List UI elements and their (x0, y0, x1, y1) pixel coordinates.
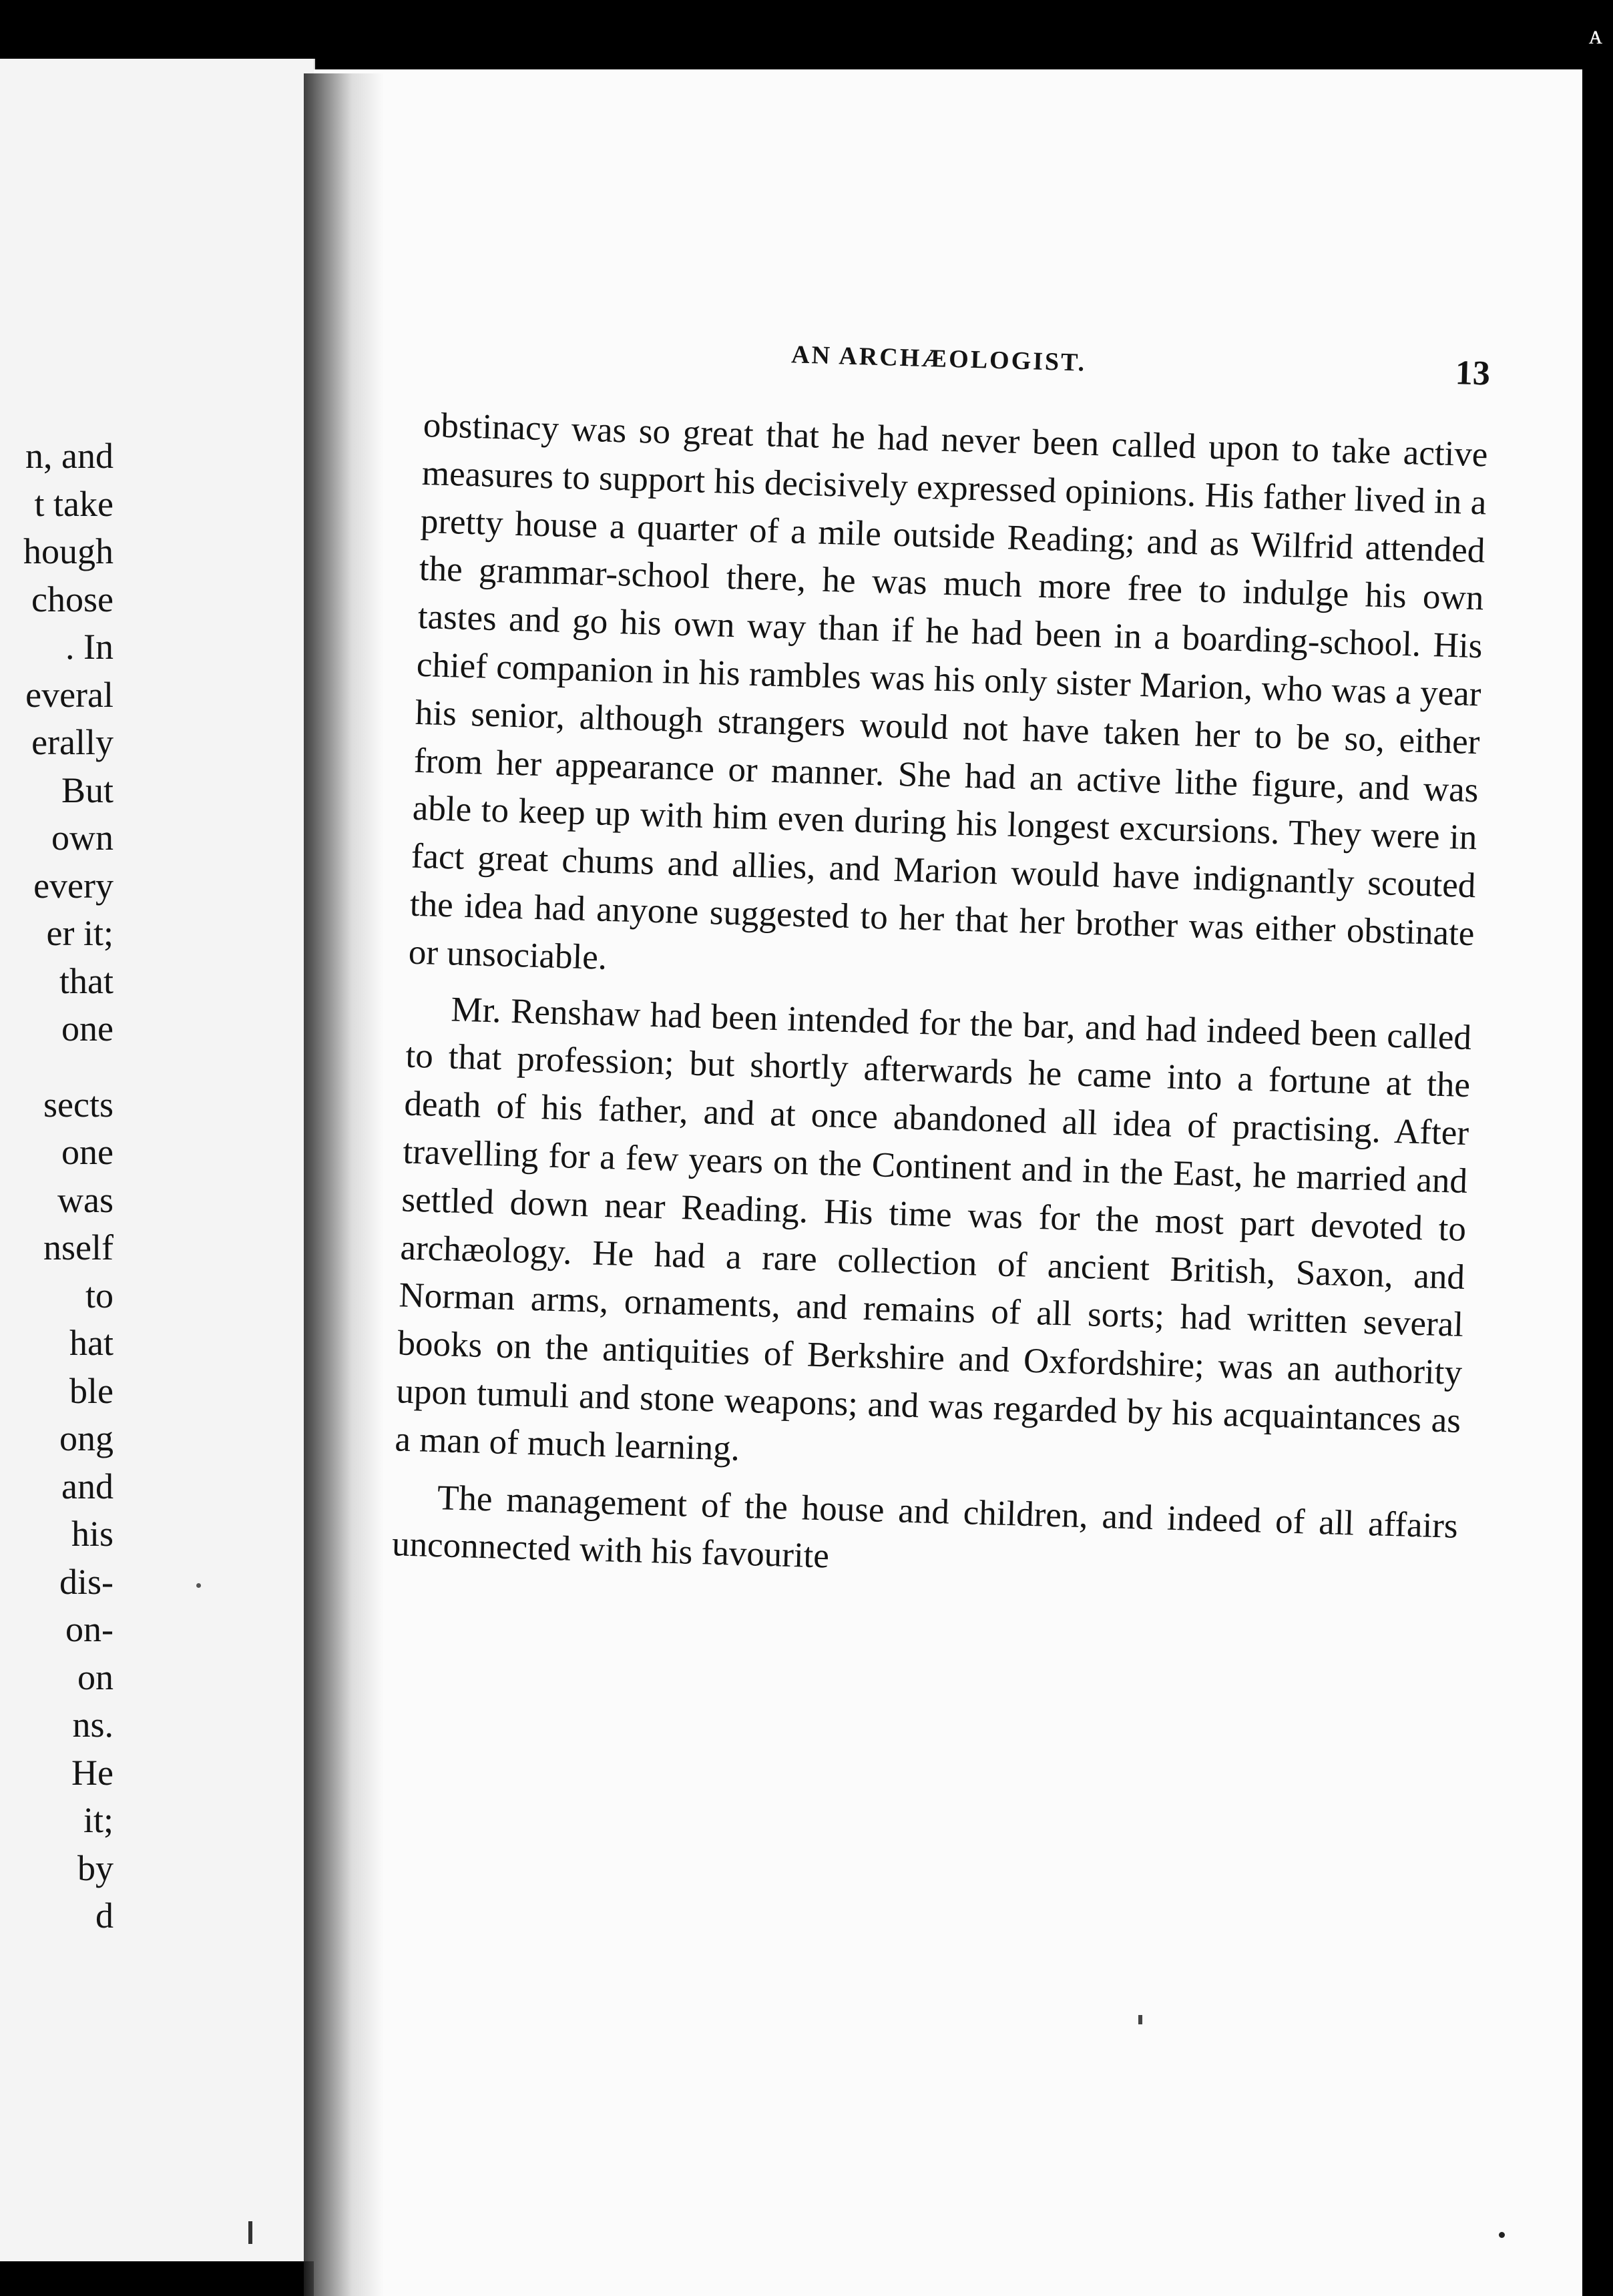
page-number: 13 (1455, 354, 1491, 393)
left-fragment: hat (69, 1323, 113, 1363)
left-fragment: and (61, 1466, 113, 1506)
right-page (314, 69, 1582, 2296)
left-fragment: everal (25, 674, 113, 715)
left-fragment: one (61, 1132, 113, 1172)
left-fragment: on (77, 1657, 113, 1697)
left-fragment: that (59, 960, 113, 1001)
left-fragment: ble (69, 1370, 113, 1411)
left-fragment: by (77, 1847, 113, 1888)
book-gutter-shadow (304, 73, 384, 2296)
left-fragment: one (61, 1009, 113, 1049)
left-fragment: on- (65, 1609, 113, 1649)
left-fragment: He (71, 1752, 113, 1793)
left-fragment: it; (83, 1800, 113, 1840)
left-fragment: to (85, 1275, 113, 1316)
ink-speck (1138, 2015, 1142, 2024)
running-head: AN ARCHÆOLOGIST. (790, 340, 1087, 377)
ink-speck (196, 1583, 201, 1588)
body-paragraph: obstinacy was so great that he had never been called upon to take active measures to support his decisively expressed opinions. His father lived in a pretty house a quarter of a mile outside Reading; and as Wilfrid attended the grammar-school there, he was much more free to indulge his own tastes and go his own way than if he had been in a boarding-school. His chief companion in his rambles was his only sister Marion, who was a year his senior, although strangers would not have taken her to be so, either from her appearance or manner. She had an active lithe figure, and was able to keep up with him even during his longest excursions. They were in fact great chums and allies, and Marion would have indignantly scouted the idea had anyone suggested to her that her brother was either obstinate or unsociable. (408, 405, 1489, 977)
left-page (0, 59, 315, 2261)
left-fragment: nself (43, 1227, 113, 1267)
page-body (391, 330, 1490, 1599)
left-fragment: chose (31, 579, 113, 619)
ink-mark (248, 2221, 252, 2244)
left-fragment: But (61, 770, 113, 810)
left-fragment: dis- (59, 1561, 113, 1602)
body-paragraph: The management of the house and children, and indeed of all affairs unconnected with his favourite (391, 1478, 1459, 1576)
left-fragment: n, and (25, 436, 113, 476)
left-fragment: sects (43, 1084, 113, 1125)
left-fragment: t take (34, 483, 113, 524)
left-fragment: er it; (46, 913, 113, 953)
left-fragment: erally (31, 722, 113, 762)
left-fragment: ong (59, 1418, 113, 1458)
left-page-text-fragments (0, 433, 113, 1940)
left-fragment: hough (23, 531, 113, 571)
left-fragment: own (51, 818, 113, 858)
left-fragment: his (71, 1514, 113, 1554)
body-paragraph: Mr. Renshaw had been intended for the bar, and had indeed been called to that profession; but shortly afterwards he came into a fortune at the death of his father, and at once abandoned all idea of practising. After travelling for a few years on the Continent and in the East, he married and settled down near Reading. His time was for the most part devoted to archæology. He had a rare collection of ancient British, Saxon, and Norman arms, ornaments, and remains of all sorts; had written several books on the antiquities of Berkshire and Oxfordshire; was an authority upon tumuli and stone weapons; and was regarded by his acquaintances as a man of much learning. (394, 990, 1472, 1468)
left-fragment: . In (65, 627, 113, 667)
left-fragment: was (57, 1179, 113, 1220)
ink-speck (1499, 2232, 1505, 2238)
left-fragment: d (95, 1896, 113, 1936)
left-fragment: every (33, 865, 113, 906)
left-fragment: ns. (72, 1705, 113, 1745)
scan-corner-mark: ᴀ (1588, 19, 1602, 49)
